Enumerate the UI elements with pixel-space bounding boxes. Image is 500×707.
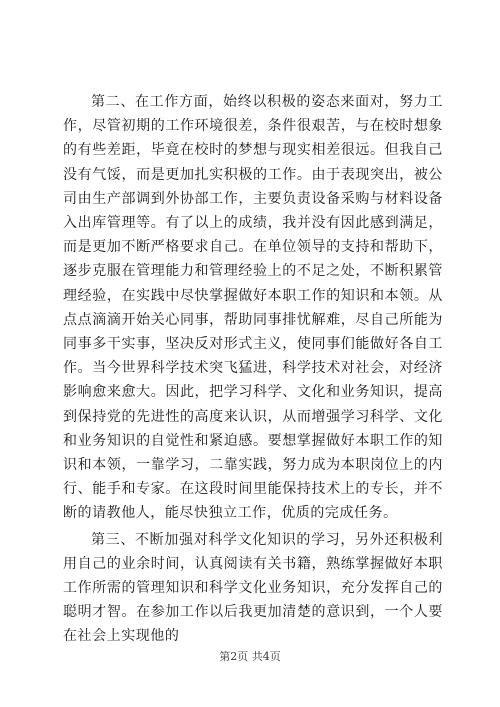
paragraph-study-aspect: 第三、不断加强对科学文化知识的学习，另外还积极利用自己的业余时间，认真阅读有关书籍，熟练掌握做好本职工作所需的管理知识和科学文化业务知识，充分发挥自己的聪明才智。在参加工作以后我更加清楚的意识到，一个人要在社会上实现他的: [63, 531, 443, 645]
page-number-footer: 第2页 共4页: [219, 650, 281, 663]
paragraph-work-aspect: 第二、在工作方面，始终以积极的姿态来面对，努力工作，尽管初期的工作环境很差，条件很艰苦，与在校时想象的有些差距，毕竟在校时的梦想与现实相差很远。但我自己没有气馁，而是更加扎实积极的工作。由于表现突出，被公司由生产部调到外协部工作，主要负责设备采购与材料设备入出库管理等。有了以上的成绩，我并没有因此感到满足，而是更加不断严格要求自己。在单位领导的支持和帮助下，逐步克服在管理能力和管理经验上的不足之处，不断积累管理经验，在实践中尽快掌握做好本职工作的知识和本领。从点点滴滴开始关心同事，帮助同事排忧解难，尽自己所能为同事多干实事，坚决反对形式主义，使同事们能做好各自工作。当今世界科学技术突飞猛进，科学技术对社会，对经济影响愈来愈大。因此，把学习科学、文化和业务知识，提高到保持党的先进性的高度来认识，从而增强学习科学、文化和业务知识的自觉性和紧迫感。要想掌握做好本职工作的知识和本领，一靠学习，二靠实践，努力成为本职岗位上的内行、能手和专家。在这段时间里能保持技术上的专长，并不断的请教他人，能尽快独立工作，优质的完成任务。: [63, 94, 443, 522]
document-body: [63, 90, 443, 649]
